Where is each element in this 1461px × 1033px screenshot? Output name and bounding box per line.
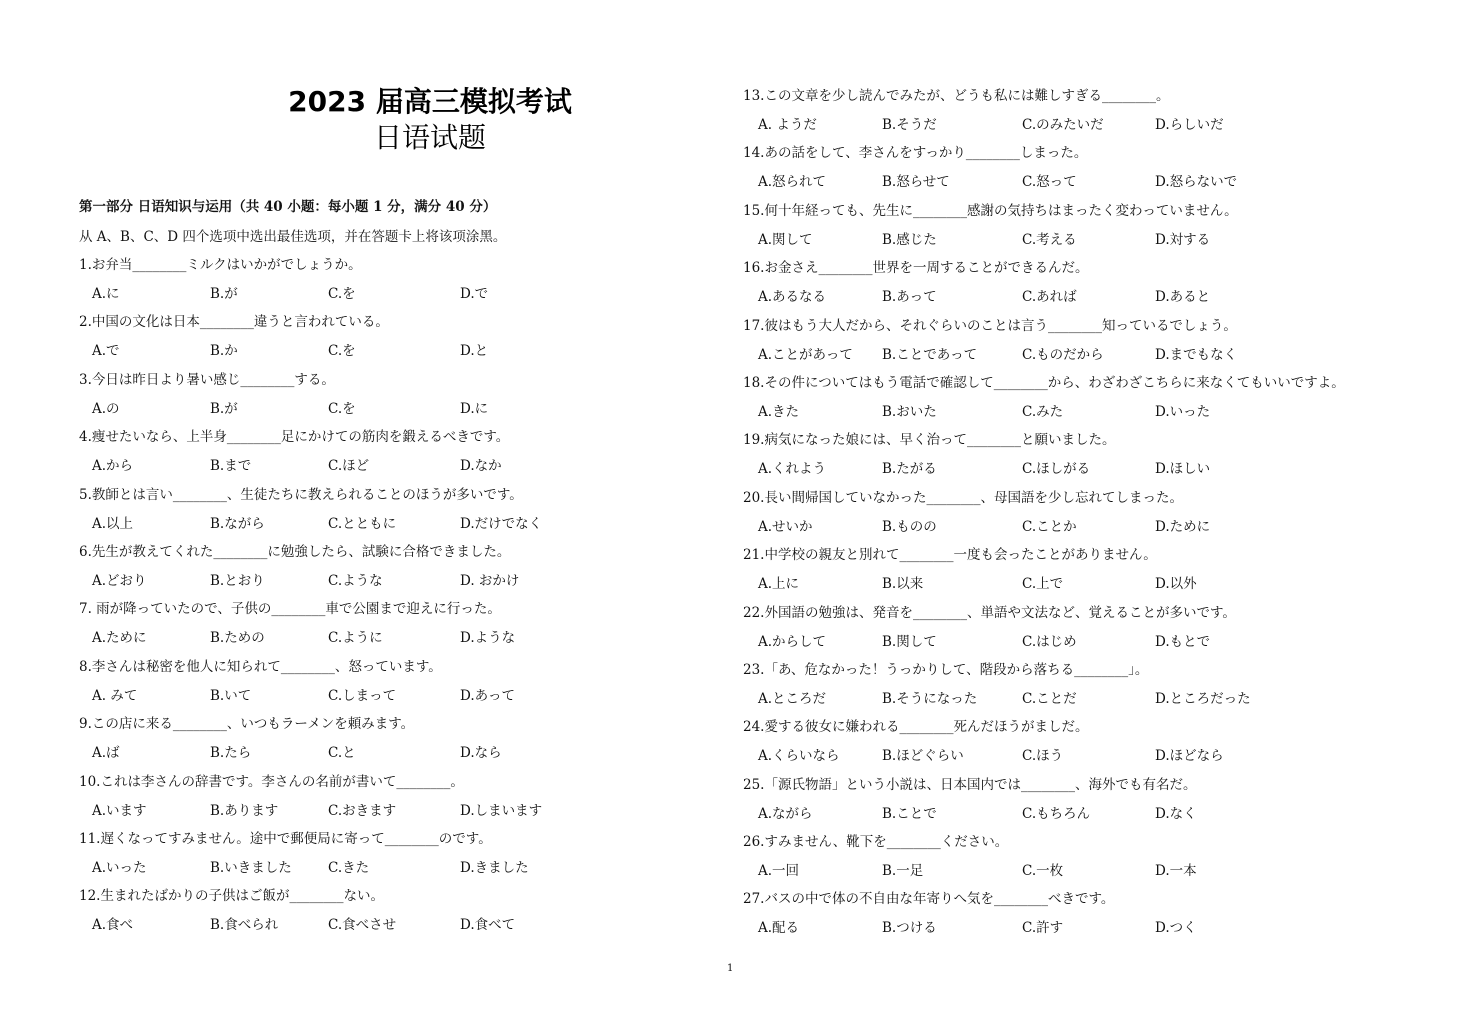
option-b: B.そうだ: [882, 117, 937, 133]
option-d: D.なか: [460, 458, 502, 475]
option-a: A.ために: [92, 630, 147, 647]
option-a: A.の: [92, 400, 120, 417]
question-text: 13.この文章を少し読んでみたが、どうも私には難しすぎる________。: [743, 88, 1170, 104]
option-c: C.と: [328, 745, 356, 762]
question-item: [79, 425, 739, 482]
option-d: D.食べて: [460, 917, 516, 934]
question-item: [743, 199, 1403, 256]
question-text: 25.「源氏物語」という小説は、日本国内では________、海外でも有名だ。: [743, 776, 1197, 793]
option-d: D.だけでなく: [460, 515, 543, 532]
option-d: D.ような: [460, 630, 516, 647]
option-a: A.ながら: [758, 805, 813, 822]
option-a: A.で: [92, 343, 120, 360]
option-c: C.ことか: [1022, 518, 1077, 535]
question-item: [743, 887, 1403, 944]
question-item: [79, 368, 739, 425]
option-c: C.もちろん: [1022, 805, 1091, 822]
option-b: B.いて: [210, 687, 252, 704]
option-c: C.考える: [1022, 231, 1077, 248]
question-item: [743, 428, 1403, 485]
option-a: A.ば: [92, 745, 120, 762]
option-c: C.許す: [1022, 920, 1064, 937]
option-b: B.とおり: [210, 572, 265, 589]
option-c: C.怒って: [1022, 174, 1077, 191]
option-b: B.あって: [882, 289, 937, 306]
option-c: C.一枚: [1022, 863, 1064, 880]
option-a: A.ところだ: [758, 690, 827, 707]
option-b: B.ための: [210, 630, 265, 647]
question-text: 21.中学校の親友と別れて________一度も会ったことがありません。: [743, 547, 1157, 564]
section-instruction: 从 A、B、C、D 四个选项中选出最佳选项，并在答题卡上将该项涂黑。: [79, 229, 507, 245]
question-text: 12.生まれたばかりの子供はご飯が________ない。: [79, 888, 384, 905]
option-d: D.もとで: [1155, 633, 1211, 650]
question-item: [743, 256, 1403, 313]
option-a: A.に: [92, 286, 120, 302]
option-a: A.からして: [758, 633, 827, 650]
option-d: D.一本: [1155, 863, 1197, 880]
option-d: D.きました: [460, 859, 529, 876]
option-a: A.どおり: [92, 572, 147, 589]
question-text: 4.痩せたいなら、上半身________足にかけての筋肉を鍛えるべきです。: [79, 429, 510, 446]
question-item: [79, 884, 739, 941]
option-b: B.関して: [882, 633, 937, 650]
option-c: C.おきます: [328, 802, 397, 819]
question-item: [743, 371, 1403, 428]
option-c: C.あれば: [1022, 289, 1077, 306]
option-b: B.怒らせて: [882, 174, 950, 191]
question-text: 27.バスの中で体の不自由な年寄りへ気を________べきです。: [743, 891, 1115, 908]
question-item: [743, 715, 1403, 772]
option-a: A.せいか: [758, 518, 813, 535]
option-d: D.つく: [1155, 920, 1197, 937]
question-text: 22.外国語の勉強は、発音を________、単語や文法など、覚えることが多いです。: [743, 604, 1236, 621]
option-b: B.つける: [882, 920, 937, 937]
option-a: A.怒られて: [758, 174, 827, 191]
option-c: C.を: [328, 286, 356, 302]
question-item: [743, 830, 1403, 887]
question-item: [79, 597, 739, 654]
question-text: 18.その件についてはもう電話で確認して________から、わざわざこちらに来なくてもいいですよ。: [743, 374, 1345, 391]
option-b: B.が: [210, 286, 238, 302]
option-d: D.らしいだ: [1155, 117, 1224, 133]
question-text: 17.彼はもう大人だから、それぐらいのことは言う________知っているでしょう。: [743, 317, 1237, 334]
option-c: C.はじめ: [1022, 633, 1077, 650]
question-item: [79, 310, 739, 367]
option-d: D.しまいます: [460, 802, 543, 819]
option-b: B.あります: [210, 802, 279, 819]
option-b: B.一足: [882, 863, 924, 880]
option-a: A.きた: [758, 403, 800, 420]
option-a: A.あるなる: [758, 289, 827, 306]
question-text: 19.病気になった娘には、早く治って________と願いました。: [743, 432, 1116, 449]
option-c: C.食べさせ: [328, 917, 397, 934]
question-item: [79, 540, 739, 597]
option-d: D.あると: [1155, 289, 1211, 306]
question-item: [743, 773, 1403, 830]
option-d: D.に: [460, 400, 489, 417]
option-c: C.きた: [328, 859, 370, 876]
option-b: B.たら: [210, 745, 252, 762]
question-item: [743, 314, 1403, 371]
option-d: D.なら: [460, 745, 502, 762]
option-a: A.上に: [758, 576, 800, 593]
option-c: C.ような: [328, 572, 383, 589]
question-item: [743, 486, 1403, 543]
option-d: D.ところだった: [1155, 690, 1251, 707]
option-d: D.で: [460, 286, 489, 302]
question-item: [79, 770, 739, 827]
option-d: D.怒らないで: [1155, 174, 1238, 191]
option-c: C.を: [328, 400, 356, 417]
option-d: D.ために: [1155, 518, 1211, 535]
question-text: 23.「あ、危なかった！うっかりして、階段から落ちる________」。: [743, 661, 1149, 678]
option-a: A.以上: [92, 515, 134, 532]
question-text: 8.李さんは秘密を他人に知られて________、怒っています。: [79, 658, 442, 675]
question-item: [743, 601, 1403, 658]
question-text: 9.この店に来る________、いつもラーメンを頼みます。: [79, 716, 415, 733]
option-b: B.ほどぐらい: [882, 748, 964, 765]
option-b: B.が: [210, 400, 238, 417]
option-c: C.を: [328, 343, 356, 360]
option-d: D.あって: [460, 687, 515, 704]
question-item: [743, 543, 1403, 600]
option-b: B.か: [210, 343, 238, 360]
option-c: C.ことだ: [1022, 690, 1077, 707]
option-c: C.ほしがる: [1022, 461, 1091, 478]
option-d: D.ほしい: [1155, 461, 1211, 478]
question-item: [743, 141, 1403, 198]
question-item: [79, 712, 739, 769]
option-d: D.いった: [1155, 403, 1211, 420]
question-text: 11.遅くなってすみません。途中で郵便局に寄って________のです。: [79, 830, 492, 847]
option-b: B.ものの: [882, 518, 937, 535]
option-c: C.ほう: [1022, 748, 1064, 765]
option-a: A.配る: [758, 920, 800, 937]
right-question-column: [743, 84, 1403, 945]
option-d: D.までもなく: [1155, 346, 1238, 363]
option-a: A.一回: [758, 863, 800, 880]
option-c: C.上で: [1022, 576, 1064, 593]
option-b: B.いきました: [210, 859, 292, 876]
option-a: A.から: [92, 458, 134, 475]
question-text: 15.何十年経っても、先生に________感謝の気持ちはまったく変わっていません。: [743, 202, 1238, 219]
left-question-column: [79, 253, 739, 942]
option-b: B.食べられ: [210, 917, 279, 934]
option-c: C.しまって: [328, 687, 397, 704]
option-c: C.のみたいだ: [1022, 117, 1104, 133]
option-c: C.とともに: [328, 515, 397, 532]
section-heading: 第一部分 日语知识与运用（共 40 小题：每小题 1 分，满分 40 分）: [79, 199, 497, 215]
option-c: C.ほど: [328, 458, 370, 475]
option-d: D.ほどなら: [1155, 748, 1224, 765]
question-text: 20.長い間帰国していなかった________、母国語を少し忘れてしまった。: [743, 489, 1183, 506]
option-d: D.対する: [1155, 231, 1211, 248]
option-b: B.感じた: [882, 231, 937, 248]
question-text: 3.今日は昨日より暑い感じ________する。: [79, 371, 335, 388]
option-d: D.と: [460, 343, 489, 360]
question-text: 10.これは李さんの辞書です。李さんの名前が書いて________。: [79, 773, 464, 790]
option-c: C.みた: [1022, 403, 1064, 420]
option-a: A.ことがあって: [758, 346, 853, 363]
question-text: 5.教師とは言い________、生徒たちに教えられることのほうが多いです。: [79, 486, 523, 503]
question-item: [743, 658, 1403, 715]
option-a: A.食べ: [92, 917, 134, 934]
option-a: A.いった: [92, 859, 147, 876]
question-text: 14.あの話をして、李さんをすっかり________しまった。: [743, 145, 1088, 162]
option-d: D.以外: [1155, 576, 1197, 593]
option-b: B.おいた: [882, 403, 937, 420]
option-a: A.くれよう: [758, 461, 827, 478]
option-b: B.ことで: [882, 805, 937, 822]
question-item: [79, 483, 739, 540]
option-b: B.そうになった: [882, 690, 978, 707]
option-a: A.くらいなら: [758, 748, 840, 765]
question-text: 1.お弁当________ミルクはいかがでしょうか。: [79, 257, 362, 273]
question-item: [743, 84, 1403, 141]
question-item: [79, 827, 739, 884]
question-item: [79, 253, 739, 310]
option-a: A.います: [92, 802, 147, 819]
option-d: D.なく: [1155, 805, 1197, 822]
option-b: B.以来: [882, 576, 924, 593]
option-a: A. みて: [92, 687, 138, 704]
option-a: A. ようだ: [758, 117, 817, 133]
question-text: 6.先生が教えてくれた________に勉強したら、試験に合格できました。: [79, 543, 511, 560]
exam-subtitle: 日语试题: [373, 121, 486, 154]
question-text: 24.愛する彼女に嫌われる________死んだほうがましだ。: [743, 719, 1089, 736]
question-item: [79, 655, 739, 712]
option-c: C.ものだから: [1022, 346, 1104, 363]
option-c: C.ように: [328, 630, 383, 647]
question-text: 16.お金さえ________世界を一周することができるんだ。: [743, 260, 1089, 277]
exam-title: 2023 届高三模拟考试: [288, 85, 572, 118]
question-text: 2.中国の文化は日本________違うと言われている。: [79, 314, 389, 331]
option-d: D. おかけ: [460, 572, 520, 589]
option-b: B.まで: [210, 458, 252, 475]
option-b: B.たがる: [882, 461, 937, 478]
question-text: 7. 雨が降っていたので、子供の________車で公園まで迎えに行った。: [79, 601, 501, 618]
question-text: 26.すみません、靴下を________ください。: [743, 834, 1009, 851]
page-number: 1: [727, 963, 734, 974]
option-b: B.ことであって: [882, 346, 978, 363]
option-a: A.関して: [758, 231, 813, 248]
option-b: B.ながら: [210, 515, 265, 532]
